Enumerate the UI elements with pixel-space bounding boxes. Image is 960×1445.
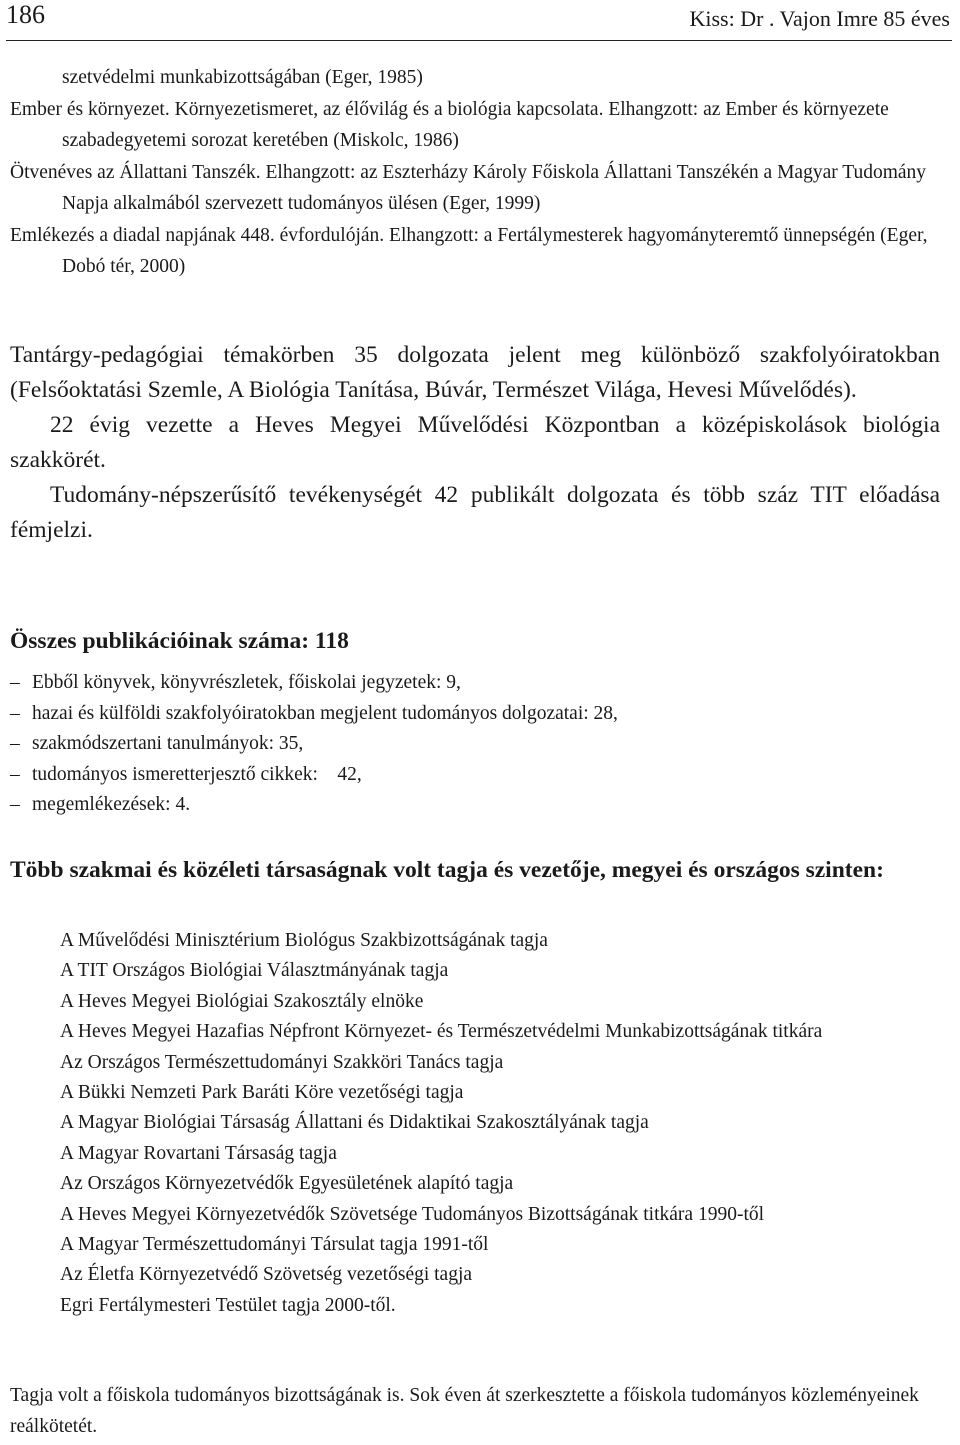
publication-item-text: tudományos ismeretterjesztő cikkek: 42, (32, 763, 362, 785)
running-title: Kiss: Dr . Vajon Imre 85 éves (689, 6, 950, 31)
dash-bullet: – (10, 672, 20, 693)
dash-bullet: – (10, 702, 20, 724)
lecture-item (10, 94, 950, 157)
society-item: A Bükki Nemzeti Park Baráti Köre vezetőségi tagja (60, 1082, 464, 1104)
page-header (6, 0, 952, 41)
society-item: Egri Fertálymesteri Testület tagja 2000-től. (60, 1294, 396, 1316)
publication-item-text: hazai és külföldi szakfolyóiratokban megjelent tudományos dolgozatai: 28, (32, 702, 618, 724)
dash-bullet: – (10, 733, 20, 754)
society-item: Az Életfa Környezetvédő Szövetség vezetőségi tagja (60, 1264, 473, 1286)
publication-item-text: szakmódszertani tanulmányok: 35, (32, 733, 304, 754)
society-item: A Művelődési Minisztérium Biológus Szakbizottságának tagja (60, 930, 548, 951)
society-item: A Heves Megyei Biológiai Szakosztály elnöke (60, 990, 424, 1012)
society-item: Az Országos Környezetvédők Egyesületének alapító tagja (60, 1173, 514, 1195)
lecture-item-text: Elhangzott: a Fertálymesterek hagyományteremtő ünnepségén (Eger, Dobó tér, 2000) (62, 224, 928, 277)
society-item: A Magyar Természettudományi Társulat tagja 1991-től (60, 1234, 489, 1256)
publications-list (10, 668, 950, 821)
body-paragraph: Tudomány-népszerűsítő tevékenységét 42 publikált dolgozata és több száz TIT előadása fémjelzi. (10, 482, 940, 543)
society-item: A Magyar Rovartani Társaság tagja (60, 1142, 337, 1164)
publication-item-text: megemlékezések: 4. (32, 794, 191, 815)
lecture-item-text: Elhangzott: az Eszterházy Károly Főiskola Állattani Tanszékén a Magyar Tudomány Napja alkalmából szervezett tudományos ülésen (Eger, 1999) (62, 161, 927, 214)
society-item: A Heves Megyei Környezetvédők Szövetsége Tudományos Bizottságának titkára 1990-től (60, 1203, 765, 1225)
lecture-item-title: Ötvenéves az Állattani Tanszék. (10, 161, 261, 183)
publication-item (10, 790, 950, 821)
societies-heading: Több szakmai és közéleti társaságnak volt tagja és vezetője, megyei és országos szinten: (10, 857, 884, 883)
publication-item-text: Ebből könyvek, könyvrészletek, főiskolai jegyzetek: 9, (32, 672, 461, 693)
lecture-item-title: Ember és környezet. (10, 98, 170, 120)
publication-item (10, 729, 950, 760)
page-number: 186 (6, 0, 45, 29)
closing-paragraph: Tagja volt a főiskola tudományos bizottságának is. Sok éven át szerkesztette a főiskola tudományos közleményeinek reálkötetét. (10, 1385, 919, 1437)
lecture-item-text: szetvédelmi munkabizottságában (Eger, 1985) (62, 67, 423, 88)
publication-item (10, 699, 950, 730)
society-item: A Heves Megyei Hazafias Népfront Környezet- és Természetvédelmi Munkabizottságának titkára (60, 1021, 823, 1043)
dash-bullet: – (10, 763, 20, 785)
lecture-item (10, 220, 950, 283)
publication-item (10, 760, 950, 791)
body-paragraph: 22 évig vezette a Heves Megyei Művelődési Központban a középiskolások biológia szakkörét. (10, 412, 940, 473)
lecture-item (10, 157, 950, 220)
publication-item (10, 668, 950, 699)
society-item: A Magyar Biológiai Társaság Állattani és Didaktikai Szakosztályának tagja (60, 1112, 649, 1134)
society-item: A TIT Országos Biológiai Választmányának tagja (60, 960, 449, 982)
body-paragraph: Tantárgy-pedagógiai témakörben 35 dolgozata jelent meg különböző szakfolyóiratokban (Felsőoktatási Szemle, A Biológia Tanítása, Búvár, Természet Világa, Hevesi Művelődés). (10, 342, 940, 403)
dash-bullet: – (10, 794, 20, 815)
lecture-item-text: Környezetismeret, az élővilág és a biológia kapcsolata. Elhangzott: az Ember és környezete szabadegyetemi sorozat keretében (Miskolc, 1986) (62, 98, 889, 151)
society-item: Az Országos Természettudományi Szakköri Tanács tagja (60, 1051, 504, 1073)
lecture-item-title: Emlékezés a diadal napjának 448. évfordulóján. (10, 224, 385, 246)
lecture-item (10, 62, 950, 94)
publications-heading: Összes publikációinak száma: 118 (10, 628, 349, 654)
body-paragraphs (10, 338, 940, 548)
lecture-list (10, 62, 950, 283)
societies-list (60, 926, 940, 1321)
